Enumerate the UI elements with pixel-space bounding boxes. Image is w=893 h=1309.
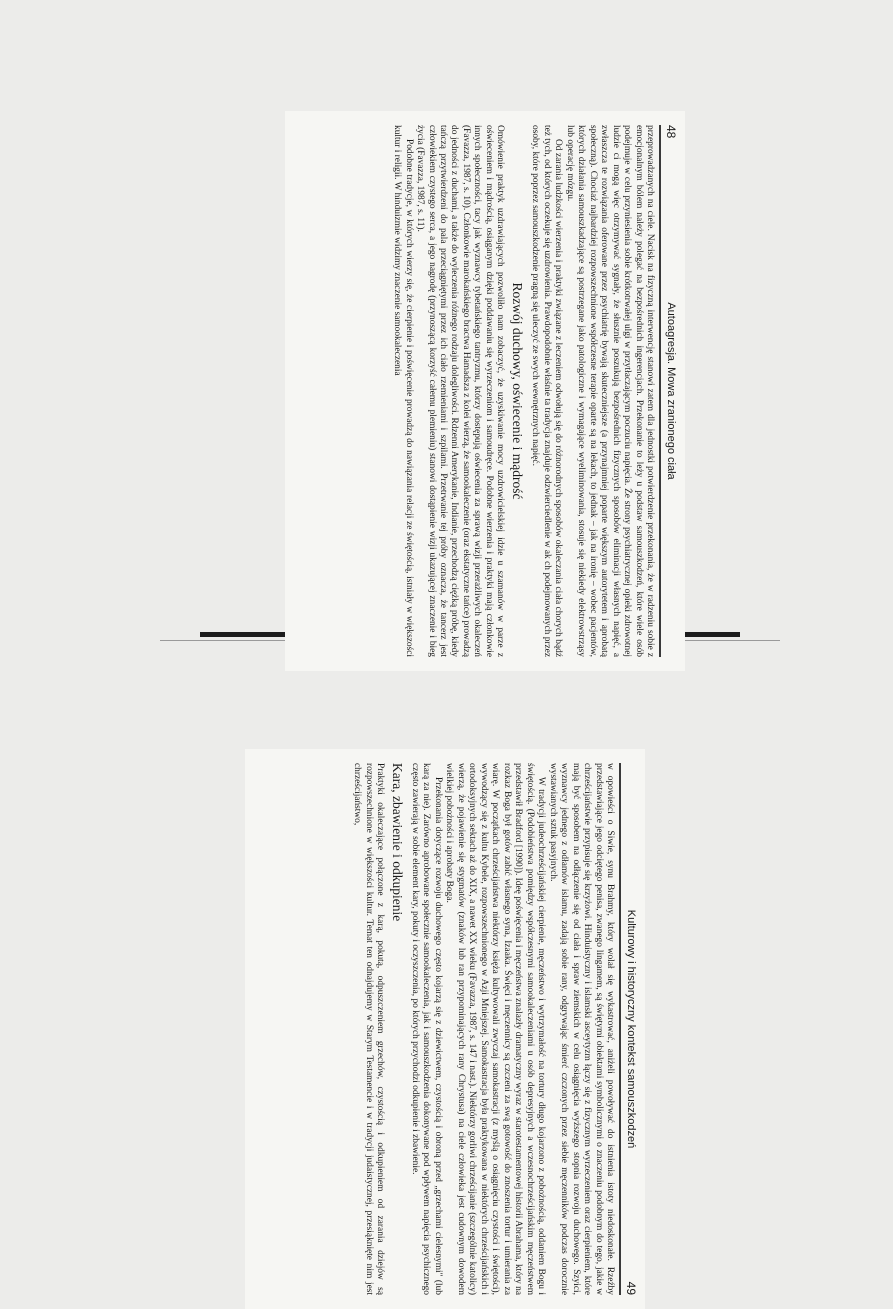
running-head bbox=[659, 125, 679, 657]
running-head-title: Kulturowy i historyczny kontekst samouszkodzeń bbox=[625, 909, 637, 1149]
paragraph: Od zarania ludzkości wierzenia i praktyki związane z leczeniem odwołują się do różnorodnych sposobów okaleczania ciała chorych bądź też tych, od których oczekuje się uzdrowienia. Prawdopodobnie właśnie ta tradycja znajduje odzwierciedlenie w ak ch podejmowanych przez osoby, które poprzez samouszkodzenie pragną się uleczyć ze swych wewnętrznych napięć. bbox=[530, 125, 564, 657]
left-page bbox=[285, 111, 685, 671]
paragraph: Przekonania dotyczące rozwoju duchowego często kojarzą się z dziewictwem, czystością i obroną przed „grzechami cielesnymi" (lub karą za nie). Zarówno aprobowane społecznie samookaleczenia, jak i samouszkodzenia dokonywane pod wpływem napięcia psychicznego często zawierają w sobie element kary, pokuty i oczyszczenia, po których przychodzi odkupienie i zbawienie. bbox=[410, 763, 443, 1295]
running-head bbox=[619, 763, 639, 1295]
paragraph: Podobne tradycje, w których wierzy się, że cierpienie i poświęcenie prowadzą do nawiązania relacji ze świętością, istniały w większości kultur i religii. W hinduizmie widzimy znaczenie samookaleczenia bbox=[392, 125, 414, 657]
right-page bbox=[245, 749, 645, 1309]
paragraph: Omówienie praktyk uzdrawiających pozwoliło nam zobaczyć, że uzyskiwanie mocy uzdrowicielskiej idzie u szamanów w parze z oświeceniem i mądrością, osiąganym dzięki poddawaniu się wyrzeczeniom i samoudręce. Podobne wierzenia i praktyki mają członkowie innych społeczności, tacy jak wyznawcy tybetańskiego tantryzmu, którzy dostępują oświecenia za sprawą wizji przerażliwych okaleczeń (Favazza, 1987, s. 10). Członkowie marokańskiego bractwa Hamadsza z kolei wierzą, że samookaleczenie (oraz ekstatyczne tańce) prowadzą do jedności z duchami, a także do wyleczenia różnego rodzaju dolegliwości. Rdzenni Amerykanie, Indianie, przechodzą ciężką próbę, kiedy tańczą przytwierdzeni do pala przeciągniętymi przez ich ciało rzemieniami i szpilami. Przetrwanie tej próby oznacza, że tancerz jest człowiekiem czystego serca, a jego nagrodę (przynoszącą korzyść całemu plemieniu) stanowi dostąpienie wizji ukazującej znaczenie i bieg życia (Favazza, 1987, s. 11). bbox=[415, 125, 506, 657]
paragraph: W tradycji judeochrześcijańskiej cierpienie, męczeństwo i wytrzymałość na tortury długo kojarzono z pobożnością, oddaniem Bogu i świętością. (Podobieństwa pomiędzy współczesnymi samookaleczeniami u osób depresyjnych a wczesnochrześcijańskim męczeństwem przedstawił Bradford [1990]). Ideę poświęcenia i męczeństwa znalazły dramatyczny wyraz w starotestamentowej historii Abrahama, który na rozkaz Boga był gotów zabić własnego syna, Izaaka. Święci i męczennicy są czczeni za swą gotowość do znoszenia tortur i umierania za wiarę. W początkach chrześcijaństwa niektórzy księża kultywowali zwyczaj samokastracji (z myślą o osiągnięciu czystości i świętości), wywodzący się z kultu Kybele, rozpowszechnionego w Azji Mniejszej. Samokastracja była praktykowana w niektórych chrześcijańskich i ortodoksyjnych sektach aż do XIX, a nawet XX wieku (Favazza, 1987, s. 147 i nast.). Niektórzy gorliwi chrześcijanie (szczególnie katolicy) wierzą, że pojawienie się stygmatów (znaków lub ran przypominających rany Chrystusa) na ciele człowieka jest cudownym dowodem wielkiej pobożności i aprobaty Boga. bbox=[444, 763, 547, 1295]
paragraph: Praktyki okaleczające połączone z karą, pokutą, odpuszczeniem grzechów, czystością i odkupieniem od zarania dziejów są rozpowszechnione w większości kultur. Temat ten odnajdujemy w Starym Testamencie i w tradycji judaistycznej, przesiąknięte nim jest chrześcijaństwo, bbox=[352, 763, 386, 1295]
paragraph: w opowieści o Śiwie, synu Brahmy, który wolał się wykastrować, aniżeli powoływać do istnienia istoty niedoskonałe. Rzeźby przedstawiające jego odciętego penisa, zwanego lingamem, są świętymi obiektami symbolicznymi o znaczeniu podobnym do tego, jakie w chrześcijaństwie przypisuje się krzyżowi. Hinduistyczny i islamski asceytyzm łączy się z fizycznym wyrzeczeniem oraz cierpieniem, które mają być sposobem na odłączenie się od ciała i spraw ziemskich w celu osiągnięcia wyższego stopnia rozwoju duchowego. Szyici, wyznawcy jednego z odłamów islamu, zadają sobie rany, odgrywając śmierć czczonych przez siebie męczenników podczas dorocznie wystawianych sztuk pasyjnych. bbox=[547, 763, 615, 1295]
running-head-title: Autoagresja. Mowa zranionego ciała bbox=[665, 302, 677, 480]
section-heading: Kara, zbawienie i odkupienie bbox=[389, 763, 405, 922]
page-number: 49 bbox=[624, 1281, 638, 1295]
page-number: 48 bbox=[664, 125, 678, 139]
section-heading: Rozwój duchowy, oświecenie i mądrość bbox=[509, 282, 525, 500]
paragraph: przeprowadzanych na ciele. Nacisk na fizyczną interwencję stanowi zatem dla jednostki potwierdzenie przekonania, że w radzeniu sobie z emocjonalnym bólem należy polegać na bezpośrednich ingerencjach. Przekonanie to leży u podstaw samouszkodzeń, które wiele osób podejmuje w celu przyniesienia sobie krótkotrwałej ulgi w przytłaczającym poczuciu napięcia. Że strony psychiatrycznej opieki zdrowotnej ludzie ci mogą więc otrzymywać sygnały, że słusznie poszukują bezpośrednich fizycznych sposobów eliminacji własnych napięć, a zwłaszcza te rozwiązania oferowane przez psychiatrię bywają skuteczniejsze (a przynajmniej poparte większym autorytetem i aprobatą społeczną). Chociaż najbardziej rozpowszechnione współczesne terapie oparte są na lekach, to jednak – jak na ironię – wobec pacjentów, których działania samouszkadzające są postrzegane jako patologiczne i wymagające wyeliminowania, stosuje się niekiedy elektrowstrząsy lub operację mózgu. bbox=[564, 125, 655, 657]
page-body bbox=[291, 125, 655, 657]
page-body bbox=[251, 763, 615, 1295]
